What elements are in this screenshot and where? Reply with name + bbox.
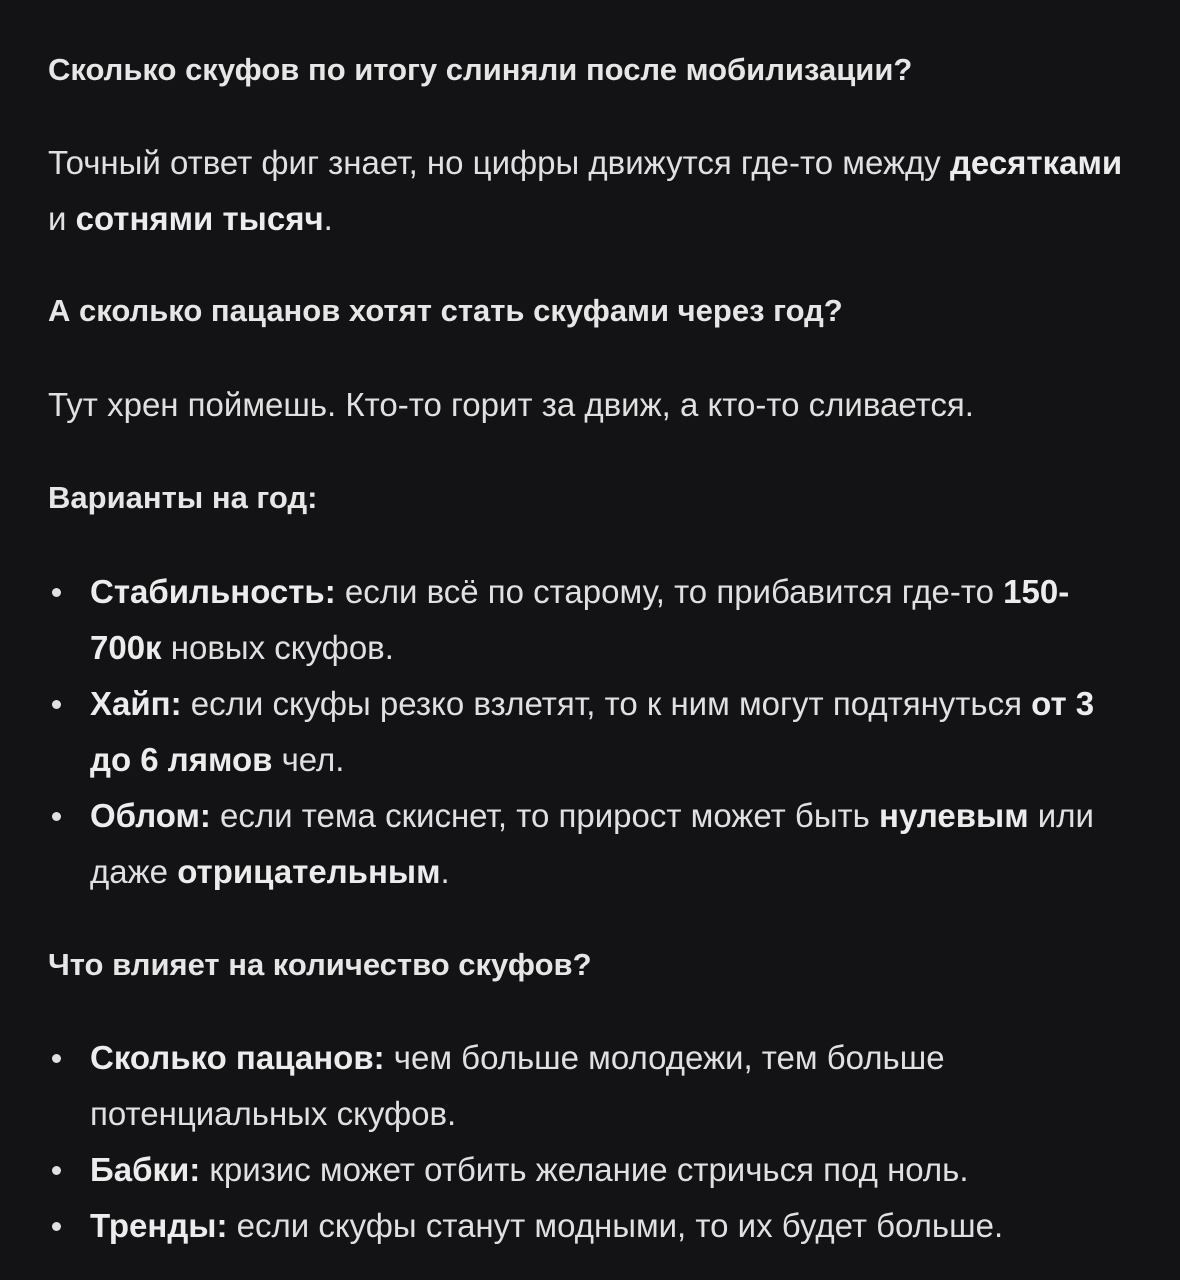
factor-money-item <box>48 1142 1148 1198</box>
answer-mobilization-paragraph <box>48 135 1128 247</box>
question-mobilization-heading: Сколько скуфов по итогу слиняли после мобилизации? <box>48 52 913 87</box>
bullet-icon <box>52 812 61 821</box>
option-title: Облом: <box>90 797 211 834</box>
option-bold-1: 150-700к <box>90 573 1070 666</box>
option-text-1: если скуфы резко взлетят, то к ним могут подтянуться <box>181 685 1032 722</box>
answer-text-2: и <box>48 200 76 237</box>
option-bold-2: отрицательным <box>177 853 441 890</box>
option-fail-item <box>48 788 1138 900</box>
factor-title: Бабки: <box>90 1151 201 1188</box>
option-hype-item <box>48 676 1138 788</box>
answer-bold-1: десятками <box>949 144 1123 181</box>
factor-text: кризис может отбить желание стричься под ноль. <box>200 1151 969 1188</box>
factor-youth-item <box>48 1030 1148 1142</box>
option-text-2: чел. <box>272 741 345 778</box>
bullet-icon <box>52 1222 61 1231</box>
option-bold-1: нулевым <box>879 797 1029 834</box>
bullet-icon <box>52 700 61 709</box>
question-next-year-heading: А сколько пацанов хотят стать скуфами через год? <box>48 293 843 328</box>
options-list <box>48 564 1138 900</box>
factor-trends-item <box>48 1198 1148 1254</box>
option-text-1: если тема скиснет, то прирост может быть <box>210 797 880 834</box>
options-heading: Варианты на год: <box>48 480 318 515</box>
factors-heading: Что влияет на количество скуфов? <box>48 947 592 982</box>
option-title: Стабильность: <box>90 573 336 610</box>
option-bold-1: от 3 до 6 лямов <box>90 685 1095 778</box>
option-text-2: или даже <box>90 797 1094 890</box>
answer-bold-2: сотнями тысяч <box>75 200 324 237</box>
option-text-3: . <box>440 853 450 890</box>
option-text-2: новых скуфов. <box>161 629 394 666</box>
factor-title: Сколько пацанов: <box>90 1039 385 1076</box>
factor-text: чем больше молодежи, тем больше потенциальных скуфов. <box>90 1039 945 1132</box>
answer-next-year-paragraph: Тут хрен поймешь. Кто-то горит за движ, а кто-то сливается. <box>48 386 974 423</box>
answer-text-3: . <box>323 200 333 237</box>
option-stability-item <box>48 564 1138 676</box>
factor-text: если скуфы станут модными, то их будет больше. <box>227 1207 1004 1244</box>
bullet-icon <box>52 588 61 597</box>
answer-text-1: Точный ответ фиг знает, но цифры движутся где-то между <box>48 144 950 181</box>
factors-list <box>48 1030 1148 1254</box>
option-title: Хайп: <box>90 685 182 722</box>
option-text-1: если всё по старому, то прибавится где-то <box>335 573 1004 610</box>
factor-title: Тренды: <box>90 1207 228 1244</box>
bullet-icon <box>52 1054 61 1063</box>
bullet-icon <box>52 1166 61 1175</box>
